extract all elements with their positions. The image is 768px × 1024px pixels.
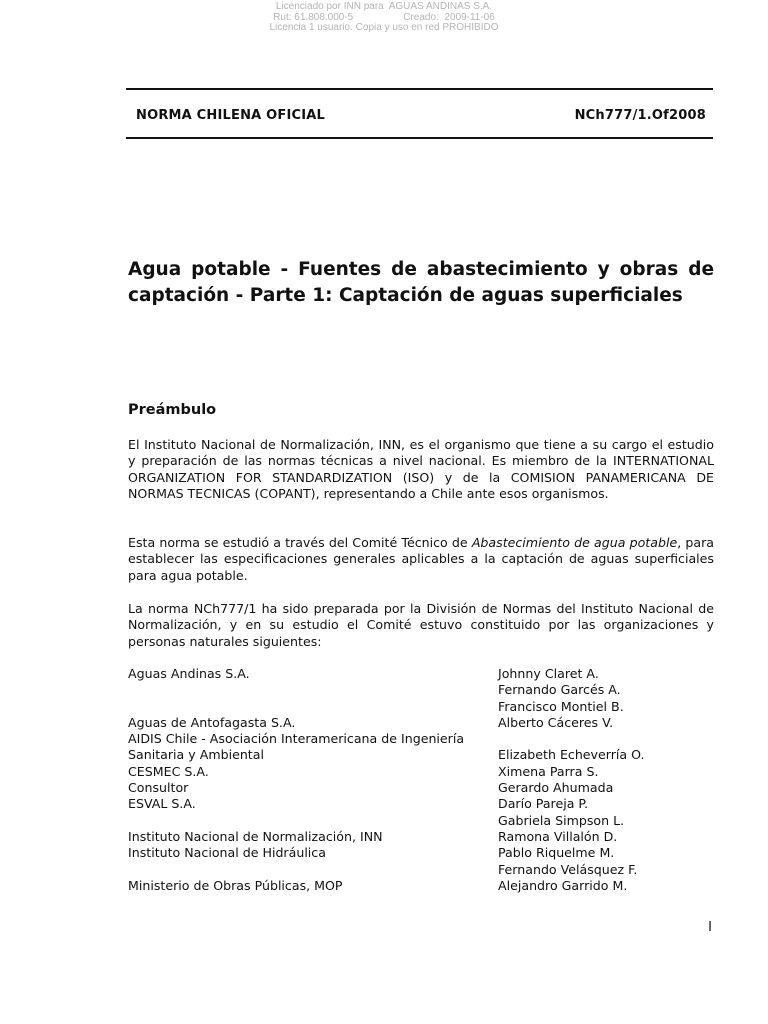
- organization: CESMEC S.A.: [128, 763, 209, 779]
- preamble-heading: Preámbulo: [128, 402, 217, 418]
- watermark-line: Licenciado por INN para AGUAS ANDINAS S.A.: [275, 1, 493, 12]
- member-name: Gabriela Simpson L.: [498, 812, 625, 828]
- preamble-paragraph-1: El Instituto Nacional de Normalización, INN, es el organismo que tiene a su cargo el estudio y preparación de las normas técnicas a nivel nacional. Es miembro de la INTERNATIONAL ORGANIZATION FOR STANDARDIZATION (ISO) y de la COMISION PANAMERICANA DE NORMAS TECNICAS (COPANT), representando a Chile ante esos organismos.: [128, 437, 714, 501]
- organization: ESVAL S.A.: [128, 796, 196, 812]
- committee-row: [128, 666, 714, 682]
- member-name: Francisco Montiel B.: [498, 698, 624, 714]
- organization: Aguas Andinas S.A.: [128, 666, 250, 681]
- header-rule-bottom: [126, 137, 713, 139]
- committee-row: [128, 731, 714, 747]
- committee-row: [128, 682, 714, 698]
- member-name: Fernando Garcés A.: [498, 682, 621, 698]
- committee-row: [128, 715, 714, 731]
- committee-list: [128, 666, 714, 894]
- member-name: Fernando Velásquez F.: [498, 861, 638, 877]
- organization: [128, 813, 498, 829]
- organization: [128, 862, 498, 878]
- committee-row: [128, 764, 714, 780]
- watermark-line: Rut: 61.808.000-5 Creado: 2009-11-06: [273, 11, 495, 23]
- preamble-paragraph-2: [128, 535, 714, 584]
- member-name: Darío Pareja P.: [498, 796, 589, 812]
- paragraph-text: Esta norma se estudió a través del Comité Técnico de: [128, 535, 472, 550]
- license-watermark: [0, 2, 768, 34]
- preamble-paragraph-3: La norma NCh777/1 ha sido preparada por la División de Normas del Instituto Nacional de Normalización, y en su estudio el Comité estuvo constituido por las organizaciones y personas naturales siguientes:: [128, 601, 714, 649]
- organization: Instituto Nacional de Normalización, INN: [128, 828, 383, 844]
- organization: Instituto Nacional de Hidráulica: [128, 845, 326, 861]
- committee-row: [128, 878, 714, 894]
- committee-row: [128, 796, 714, 812]
- committee-row: [128, 747, 714, 763]
- document-title: Agua potable - Fuentes de abastecimiento y obras de captación - Parte 1: Captación de aguas superficiales: [128, 259, 714, 306]
- watermark-line: Licencia 1 usuario. Copia y uso en red PROHIBIDO: [269, 22, 499, 33]
- organization: Sanitaria y Ambiental: [128, 747, 264, 763]
- organization: Consultor: [128, 780, 189, 796]
- member-name: Alberto Cáceres V.: [498, 714, 614, 730]
- organization: [128, 682, 498, 698]
- member-name: [498, 731, 714, 747]
- standard-code: NCh777/1.Of2008: [574, 108, 706, 123]
- committee-row: [128, 699, 714, 715]
- member-name: Alejandro Garrido M.: [498, 877, 628, 893]
- committee-name: Abastecimiento de agua potable: [471, 535, 678, 550]
- member-name: Elizabeth Echeverría O.: [498, 747, 645, 763]
- organization: AIDIS Chile - Asociación Interamericana de Ingeniería: [128, 731, 465, 747]
- paragraph-text: , para establecer las especificaciones generales aplicables a la captación de aguas superficiales para agua potable.: [128, 535, 714, 583]
- header-rule-top: [126, 88, 713, 90]
- committee-row: [128, 813, 714, 829]
- committee-row: [128, 829, 714, 845]
- committee-row: [128, 862, 714, 878]
- committee-row: [128, 780, 714, 796]
- member-name: Pablo Riquelme M.: [498, 845, 615, 861]
- member-name: Johnny Claret A.: [498, 666, 599, 681]
- organization: Aguas de Antofagasta S.A.: [128, 714, 296, 730]
- committee-row: [128, 845, 714, 861]
- organization: [128, 699, 498, 715]
- member-name: Gerardo Ahumada: [498, 780, 614, 796]
- organization: Ministerio de Obras Públicas, MOP: [128, 877, 343, 893]
- standard-type: NORMA CHILENA OFICIAL: [136, 108, 326, 123]
- member-name: Ramona Villalón D.: [498, 828, 618, 844]
- page-number: I: [708, 920, 712, 935]
- member-name: Ximena Parra S.: [498, 763, 599, 779]
